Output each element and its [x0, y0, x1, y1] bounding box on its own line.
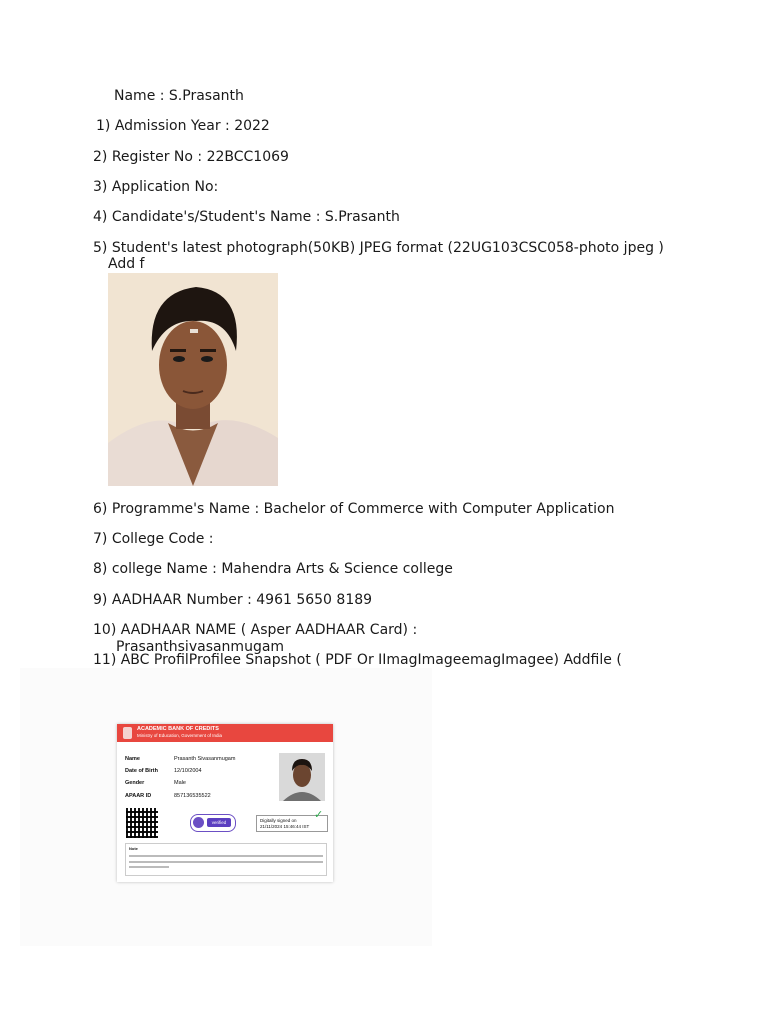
- card-photo: [279, 753, 325, 801]
- photo-add-file: Add f: [108, 256, 145, 272]
- emblem-icon: [123, 727, 132, 739]
- card-name-value: Prasanth Sivasanmugam: [174, 756, 236, 762]
- signed-line-1: Digitally signed on: [260, 818, 297, 823]
- card-dob-value: 12/10/2004: [174, 768, 202, 774]
- qr-code: [126, 808, 158, 838]
- programme-name: 6) Programme's Name : Bachelor of Commerce with Computer Application: [93, 501, 615, 517]
- application-no: 3) Application No:: [93, 179, 219, 195]
- aadhaar-name-value: Prasanthsivasanmugam: [116, 639, 285, 655]
- note-line: [129, 866, 169, 868]
- note-line: [129, 861, 323, 863]
- card-dob-label: Date of Birth: [125, 768, 158, 774]
- card-gender-value: Male: [174, 780, 186, 786]
- student-name: 4) Candidate's/Student's Name : S.Prasanth: [93, 209, 400, 225]
- verified-label: verified: [207, 818, 231, 827]
- card-note: [125, 843, 327, 876]
- card-apaar-label: APAAR ID: [125, 793, 152, 799]
- register-no: 2) Register No : 22BCC1069: [93, 149, 289, 165]
- student-photo: [108, 273, 278, 486]
- abc-profile-instruction: 11) ABC ProfilProfilee Snapshot ( PDF Or IImagImageemagImagee) Addfile (: [93, 652, 622, 668]
- abc-card-header: [117, 724, 333, 742]
- name-line: Name : S.Prasanth: [114, 88, 244, 104]
- card-apaar-value: 857136535522: [174, 793, 211, 799]
- aadhaar-number: 9) AADHAAR Number : 4961 5650 8189: [93, 592, 373, 608]
- photo-instruction: 5) Student's latest photograph(50KB) JPEG format (22UG103CSC058-photo jpeg ): [93, 240, 664, 256]
- checkmark-icon: ✓: [314, 809, 324, 821]
- abc-card-title: ACADEMIC BANK OF CREDITS: [137, 726, 219, 732]
- abc-id-card: [117, 724, 333, 882]
- signed-line-2: 21/11/2024 15:46:44 IST: [260, 824, 310, 829]
- abc-card-subtitle: Ministry of Education, Government of India: [137, 733, 223, 738]
- college-code: 7) College Code :: [93, 531, 214, 547]
- card-name-label: Name: [125, 756, 140, 762]
- note-line: [129, 855, 323, 857]
- digilocker-icon: [193, 817, 204, 828]
- note-heading: Note: [129, 846, 138, 851]
- aadhaar-name-label: 10) AADHAAR NAME ( Asper AADHAAR Card) :: [93, 622, 418, 638]
- card-gender-label: Gender: [125, 780, 145, 786]
- verified-badge: [190, 814, 236, 832]
- college-name: 8) college Name : Mahendra Arts & Science college: [93, 561, 453, 577]
- admission-year: 1) Admission Year : 2022: [96, 118, 270, 134]
